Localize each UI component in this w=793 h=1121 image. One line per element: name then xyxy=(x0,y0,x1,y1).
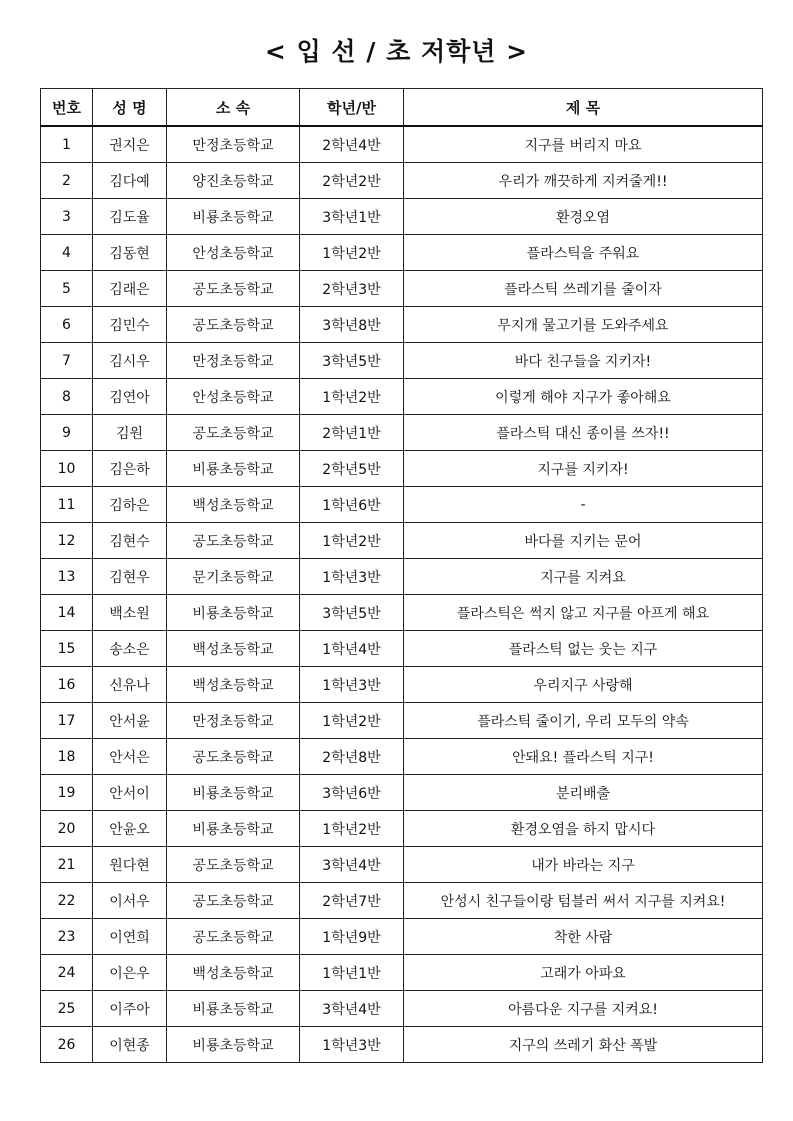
cell-grade: 1학년9반 xyxy=(300,919,404,955)
cell-school: 만정초등학교 xyxy=(167,343,300,379)
cell-no: 4 xyxy=(41,235,93,271)
cell-name: 권지은 xyxy=(93,126,167,163)
cell-no: 26 xyxy=(41,1027,93,1063)
table-row xyxy=(41,343,763,379)
cell-no: 21 xyxy=(41,847,93,883)
cell-title: 착한 사람 xyxy=(404,919,763,955)
cell-grade: 1학년4반 xyxy=(300,631,404,667)
table-row xyxy=(41,487,763,523)
cell-grade: 3학년4반 xyxy=(300,991,404,1027)
cell-title: 플라스틱을 주워요 xyxy=(404,235,763,271)
header-grade: 학년/반 xyxy=(300,89,404,127)
cell-school: 백성초등학교 xyxy=(167,667,300,703)
cell-title: - xyxy=(404,487,763,523)
cell-no: 11 xyxy=(41,487,93,523)
cell-grade: 2학년3반 xyxy=(300,271,404,307)
cell-school: 비룡초등학교 xyxy=(167,595,300,631)
cell-no: 6 xyxy=(41,307,93,343)
table-row xyxy=(41,1027,763,1063)
cell-name: 김래은 xyxy=(93,271,167,307)
page-title: < 입 선 / 초 저학년 > xyxy=(264,37,529,66)
cell-school: 비룡초등학교 xyxy=(167,1027,300,1063)
cell-no: 3 xyxy=(41,199,93,235)
cell-school: 비룡초등학교 xyxy=(167,775,300,811)
cell-title: 안성시 친구들이랑 텀블러 써서 지구를 지켜요! xyxy=(404,883,763,919)
cell-school: 백성초등학교 xyxy=(167,487,300,523)
cell-grade: 2학년7반 xyxy=(300,883,404,919)
table-row xyxy=(41,235,763,271)
cell-grade: 3학년5반 xyxy=(300,595,404,631)
cell-school: 비룡초등학교 xyxy=(167,199,300,235)
cell-grade: 3학년8반 xyxy=(300,307,404,343)
table-row xyxy=(41,667,763,703)
cell-school: 백성초등학교 xyxy=(167,631,300,667)
table-row xyxy=(41,595,763,631)
table-row xyxy=(41,415,763,451)
cell-school: 공도초등학교 xyxy=(167,883,300,919)
table-row xyxy=(41,559,763,595)
cell-grade: 1학년6반 xyxy=(300,487,404,523)
cell-grade: 1학년2반 xyxy=(300,811,404,847)
cell-grade: 2학년4반 xyxy=(300,126,404,163)
header-no: 번호 xyxy=(41,89,93,127)
cell-title: 내가 바라는 지구 xyxy=(404,847,763,883)
table-row xyxy=(41,811,763,847)
table-row xyxy=(41,523,763,559)
cell-title: 지구를 지켜요 xyxy=(404,559,763,595)
table-row xyxy=(41,919,763,955)
cell-title: 환경오염을 하지 맙시다 xyxy=(404,811,763,847)
cell-title: 플라스틱 대신 종이를 쓰자!! xyxy=(404,415,763,451)
cell-name: 안윤오 xyxy=(93,811,167,847)
table-row xyxy=(41,991,763,1027)
cell-no: 23 xyxy=(41,919,93,955)
cell-name: 이현종 xyxy=(93,1027,167,1063)
cell-no: 2 xyxy=(41,163,93,199)
table-row xyxy=(41,271,763,307)
cell-name: 김현우 xyxy=(93,559,167,595)
cell-no: 22 xyxy=(41,883,93,919)
cell-school: 공도초등학교 xyxy=(167,739,300,775)
cell-name: 백소원 xyxy=(93,595,167,631)
cell-grade: 3학년6반 xyxy=(300,775,404,811)
cell-title: 환경오염 xyxy=(404,199,763,235)
cell-name: 이주아 xyxy=(93,991,167,1027)
cell-title: 아름다운 지구를 지켜요! xyxy=(404,991,763,1027)
cell-school: 문기초등학교 xyxy=(167,559,300,595)
cell-school: 백성초등학교 xyxy=(167,955,300,991)
cell-name: 김하은 xyxy=(93,487,167,523)
cell-school: 안성초등학교 xyxy=(167,235,300,271)
cell-school: 안성초등학교 xyxy=(167,379,300,415)
cell-title: 우리가 깨끗하게 지켜줄게!! xyxy=(404,163,763,199)
cell-grade: 2학년5반 xyxy=(300,451,404,487)
cell-grade: 3학년5반 xyxy=(300,343,404,379)
cell-no: 7 xyxy=(41,343,93,379)
cell-name: 송소은 xyxy=(93,631,167,667)
cell-school: 비룡초등학교 xyxy=(167,991,300,1027)
cell-no: 5 xyxy=(41,271,93,307)
cell-title: 분리배출 xyxy=(404,775,763,811)
cell-no: 20 xyxy=(41,811,93,847)
cell-no: 9 xyxy=(41,415,93,451)
table-row xyxy=(41,631,763,667)
cell-school: 비룡초등학교 xyxy=(167,451,300,487)
cell-name: 안서은 xyxy=(93,739,167,775)
table-row xyxy=(41,451,763,487)
cell-name: 안서이 xyxy=(93,775,167,811)
table-row xyxy=(41,847,763,883)
cell-title: 지구의 쓰레기 화산 폭발 xyxy=(404,1027,763,1063)
table-row xyxy=(41,739,763,775)
header-school: 소 속 xyxy=(167,89,300,127)
table-row xyxy=(41,379,763,415)
cell-grade: 2학년8반 xyxy=(300,739,404,775)
cell-school: 만정초등학교 xyxy=(167,126,300,163)
table-body xyxy=(41,126,763,1063)
cell-title: 플라스틱 쓰레기를 줄이자 xyxy=(404,271,763,307)
cell-title: 안돼요! 플라스틱 지구! xyxy=(404,739,763,775)
cell-school: 공도초등학교 xyxy=(167,523,300,559)
cell-name: 이연희 xyxy=(93,919,167,955)
cell-name: 원다현 xyxy=(93,847,167,883)
cell-no: 24 xyxy=(41,955,93,991)
cell-name: 김은하 xyxy=(93,451,167,487)
table-row xyxy=(41,199,763,235)
cell-no: 12 xyxy=(41,523,93,559)
table-row xyxy=(41,307,763,343)
cell-school: 공도초등학교 xyxy=(167,919,300,955)
cell-school: 공도초등학교 xyxy=(167,307,300,343)
cell-school: 공도초등학교 xyxy=(167,847,300,883)
cell-grade: 3학년4반 xyxy=(300,847,404,883)
cell-grade: 1학년3반 xyxy=(300,1027,404,1063)
cell-school: 양진초등학교 xyxy=(167,163,300,199)
cell-grade: 1학년2반 xyxy=(300,523,404,559)
cell-grade: 1학년3반 xyxy=(300,559,404,595)
table-row xyxy=(41,126,763,163)
cell-name: 김도율 xyxy=(93,199,167,235)
cell-no: 25 xyxy=(41,991,93,1027)
cell-title: 플라스틱 없는 웃는 지구 xyxy=(404,631,763,667)
cell-title: 우리지구 사랑해 xyxy=(404,667,763,703)
table-row xyxy=(41,955,763,991)
cell-grade: 2학년1반 xyxy=(300,415,404,451)
cell-title: 고래가 아파요 xyxy=(404,955,763,991)
cell-title: 바다 친구들을 지키자! xyxy=(404,343,763,379)
cell-no: 1 xyxy=(41,126,93,163)
award-list-table xyxy=(40,88,763,1063)
cell-name: 신유나 xyxy=(93,667,167,703)
cell-title: 이렇게 해야 지구가 좋아해요 xyxy=(404,379,763,415)
cell-school: 만정초등학교 xyxy=(167,703,300,739)
cell-grade: 1학년3반 xyxy=(300,667,404,703)
cell-name: 이서우 xyxy=(93,883,167,919)
cell-school: 공도초등학교 xyxy=(167,271,300,307)
cell-title: 바다를 지키는 문어 xyxy=(404,523,763,559)
cell-no: 18 xyxy=(41,739,93,775)
table-row xyxy=(41,163,763,199)
cell-title: 무지개 물고기를 도와주세요 xyxy=(404,307,763,343)
cell-grade: 2학년2반 xyxy=(300,163,404,199)
cell-name: 이은우 xyxy=(93,955,167,991)
cell-title: 지구를 버리지 마요 xyxy=(404,126,763,163)
header-name: 성 명 xyxy=(93,89,167,127)
cell-name: 김민수 xyxy=(93,307,167,343)
cell-name: 김시우 xyxy=(93,343,167,379)
cell-name: 김연아 xyxy=(93,379,167,415)
cell-title: 플라스틱 줄이기, 우리 모두의 약속 xyxy=(404,703,763,739)
cell-name: 김동현 xyxy=(93,235,167,271)
cell-school: 공도초등학교 xyxy=(167,415,300,451)
cell-grade: 1학년2반 xyxy=(300,235,404,271)
table-row xyxy=(41,883,763,919)
cell-grade: 1학년2반 xyxy=(300,379,404,415)
cell-no: 13 xyxy=(41,559,93,595)
cell-no: 14 xyxy=(41,595,93,631)
cell-no: 15 xyxy=(41,631,93,667)
cell-name: 김다예 xyxy=(93,163,167,199)
cell-name: 김현수 xyxy=(93,523,167,559)
cell-name: 안서윤 xyxy=(93,703,167,739)
cell-title: 플라스틱은 썩지 않고 지구를 아프게 해요 xyxy=(404,595,763,631)
table-row xyxy=(41,703,763,739)
header-title: 제 목 xyxy=(404,89,763,127)
cell-grade: 1학년1반 xyxy=(300,955,404,991)
cell-name: 김원 xyxy=(93,415,167,451)
table-row xyxy=(41,775,763,811)
cell-grade: 1학년2반 xyxy=(300,703,404,739)
cell-grade: 3학년1반 xyxy=(300,199,404,235)
cell-no: 16 xyxy=(41,667,93,703)
cell-no: 8 xyxy=(41,379,93,415)
cell-no: 19 xyxy=(41,775,93,811)
table-header-row xyxy=(41,89,763,127)
cell-title: 지구를 지키자! xyxy=(404,451,763,487)
cell-school: 비룡초등학교 xyxy=(167,811,300,847)
cell-no: 17 xyxy=(41,703,93,739)
cell-no: 10 xyxy=(41,451,93,487)
